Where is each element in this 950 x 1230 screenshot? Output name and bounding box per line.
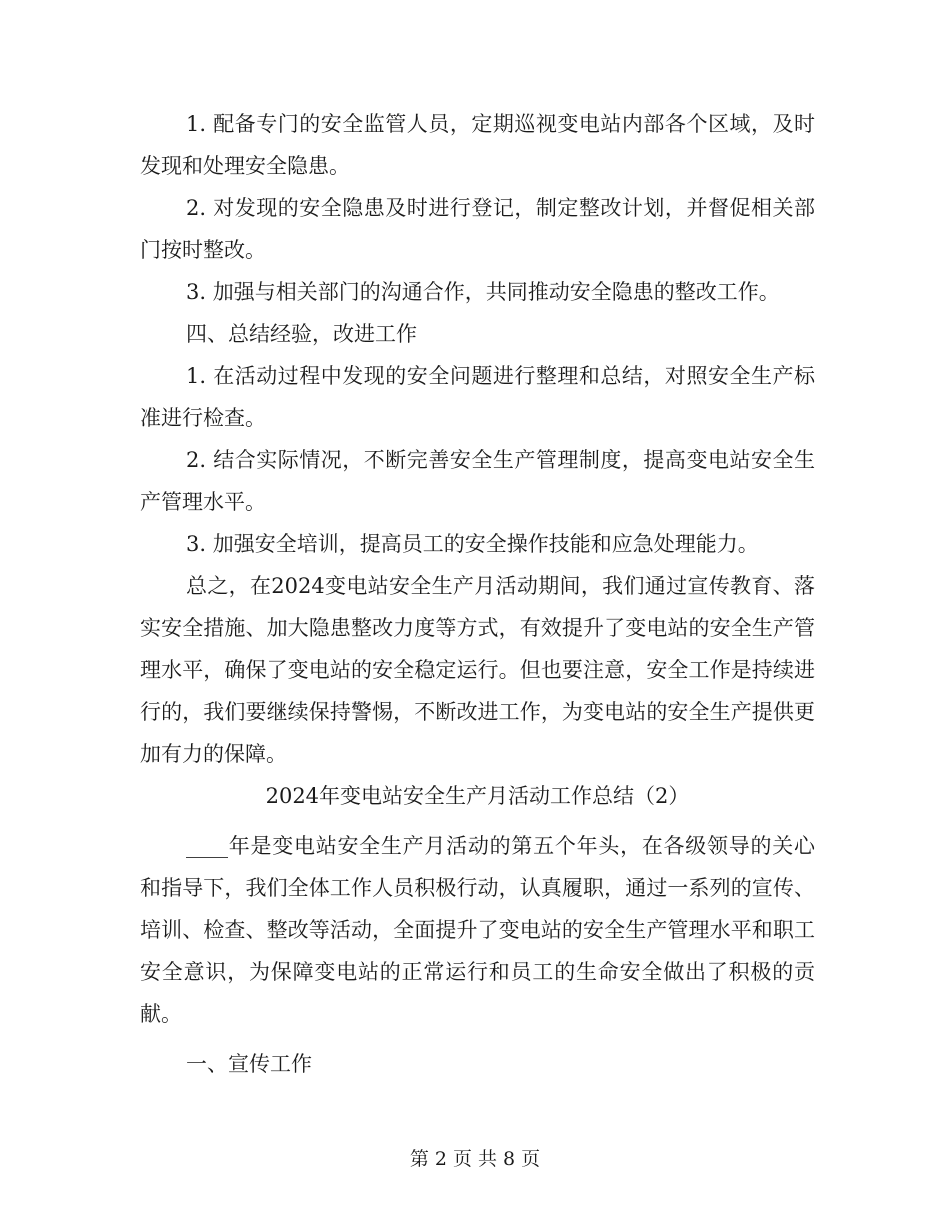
document-body xyxy=(140,103,815,1085)
list-item-3-cooperate: 3. 加强与相关部门的沟通合作，共同推动安全隐患的整改工作。 xyxy=(186,280,780,304)
list-item-1-review: 1. 在活动过程中发现的安全问题进行整理和总结，对照安全生产标准进行检查。 xyxy=(140,364,815,430)
section-heading-four: 四、总结经验，改进工作 xyxy=(186,322,417,346)
list-item-3-training: 3. 加强安全培训，提高员工的安全操作技能和应急处理能力。 xyxy=(186,532,759,556)
list-item-2-improve: 2. 结合实际情况，不断完善安全生产管理制度，提高变电站安全生产管理水平。 xyxy=(140,448,815,514)
summary-paragraph: 总之，在2024变电站安全生产月活动期间，我们通过宣传教育、落实安全措施、加大隐患整改力度等方式，有效提升了变电站的安全生产管理水平，确保了变电站的安全稳定运行。但也要注意，安全工作是持续进行的，我们要继续保持警惕，不断改进工作，为变电站的安全生产提供更加有力的保障。 xyxy=(140,574,815,766)
page-footer: 第 2 页 共 8 页 xyxy=(409,1148,541,1170)
section-heading-one: 一、宣传工作 xyxy=(186,1052,312,1076)
list-item-1-patrol: 1. 配备专门的安全监管人员，定期巡视变电站内部各个区域，及时发现和处理安全隐患。 xyxy=(140,112,815,178)
section-title: 2024年变电站安全生产月活动工作总结（2） xyxy=(265,784,690,808)
intro-paragraph: ____年是变电站安全生产月活动的第五个年头，在各级领导的关心和指导下，我们全体工作人员积极行动，认真履职，通过一系列的宣传、培训、检查、整改等活动，全面提升了变电站的安全生产管理水平和职工安全意识，为保障变电站的正常运行和员工的生命安全做出了积极的贡献。 xyxy=(140,834,815,1026)
list-item-2-register: 2. 对发现的安全隐患及时进行登记，制定整改计划，并督促相关部门按时整改。 xyxy=(140,196,815,262)
